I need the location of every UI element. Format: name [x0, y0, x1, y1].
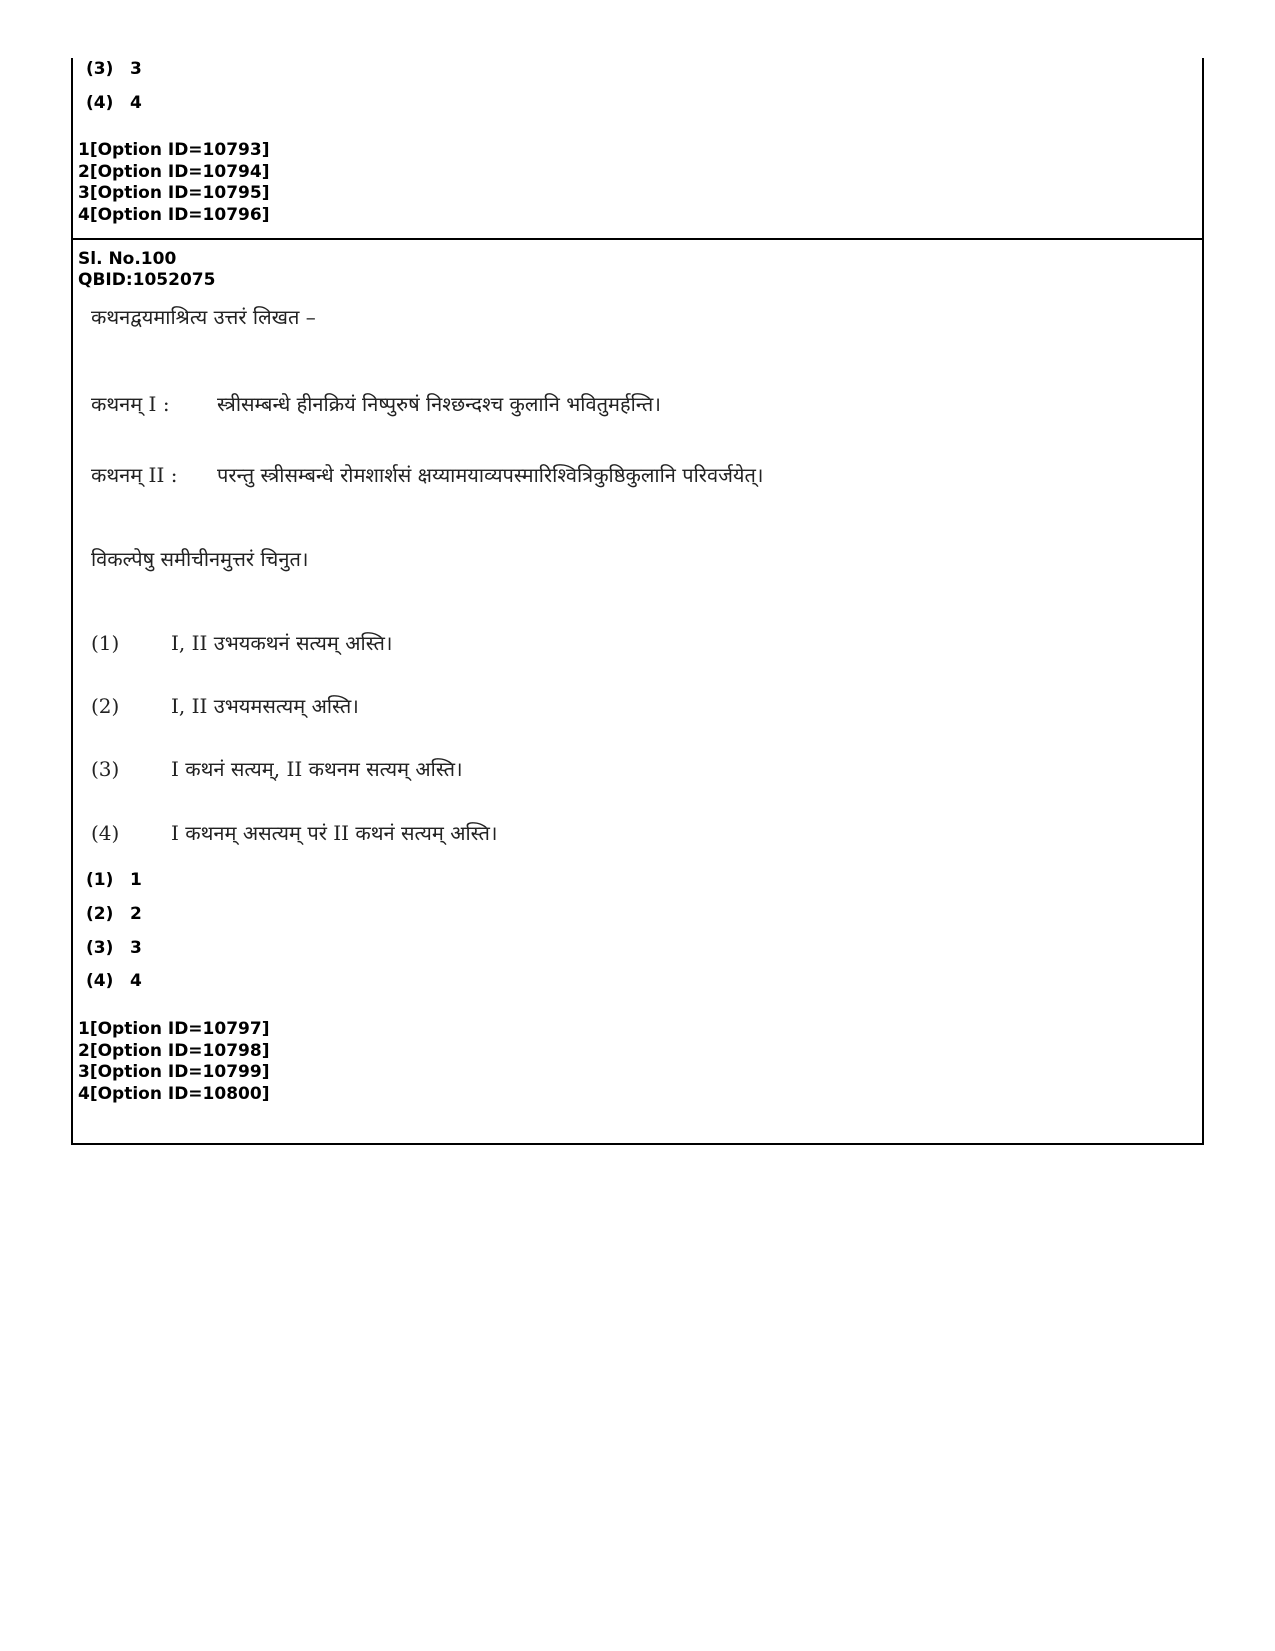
option-id: 3[Option ID=10795] — [78, 183, 270, 204]
statement-2-text: परन्तु स्त्रीसम्बन्धे रोमशार्शसं क्षय्यामयाव्यपस्मारिश्वित्रिकुष्ठिकुलानि परिवर्जयेत्। — [217, 463, 764, 487]
alternative-1: (1) I, II उभयकथनं सत्यम् अस्ति। — [91, 631, 393, 655]
statement-1 — [91, 390, 661, 417]
statement-2-label: कथनम् II : — [91, 463, 178, 487]
alternative-4: (4) I कथनम् असत्यम् परं II कथनं सत्यम् अस्ति। — [91, 821, 498, 845]
option-line: (1) 1 — [86, 870, 142, 890]
qbid: QBID:1052075 — [78, 270, 216, 290]
statement-1-label: कथनम् I : — [91, 392, 170, 416]
option-id: 1[Option ID=10797] — [78, 1019, 270, 1039]
alternative-2: (2) I, II उभयमसत्यम् अस्ति। — [91, 694, 359, 718]
option-line: (4) 4 — [86, 93, 142, 113]
question-prompt: विकल्पेषु समीचीनमुत्तरं चिनुत। — [91, 547, 309, 571]
option-id: 3[Option ID=10799] — [78, 1062, 270, 1083]
question-header — [78, 249, 215, 291]
option-line: (3) 3 — [86, 938, 142, 958]
question-instruction: कथनद्वयमाश्रित्य उत्तरं लिखत – — [91, 305, 316, 329]
option-id: 2[Option ID=10798] — [78, 1040, 270, 1061]
option-id-list — [78, 1019, 269, 1105]
statement-1-text: स्त्रीसम्बन्धे हीनक्रियं निष्पुरुषं निश्छन्दश्च कुलानि भवितुमर्हन्ति। — [217, 392, 661, 416]
question-block — [73, 240, 1202, 1143]
option-id: 4[Option ID=10800] — [78, 1083, 270, 1104]
option-line: (3) 3 — [86, 59, 142, 79]
option-id: 4[Option ID=10796] — [78, 204, 270, 225]
option-id-list — [78, 140, 269, 226]
option-id: 2[Option ID=10794] — [78, 161, 270, 182]
previous-question-block — [73, 58, 1202, 240]
serial-number: Sl. No.100 — [78, 249, 177, 269]
question-sheet — [71, 58, 1204, 1145]
statement-2 — [91, 461, 764, 488]
option-id: 1[Option ID=10793] — [78, 140, 270, 160]
alternative-3: (3) I कथनं सत्यम्, II कथनम सत्यम् अस्ति। — [91, 757, 463, 781]
option-line: (4) 4 — [86, 971, 142, 991]
option-line: (2) 2 — [86, 904, 142, 924]
